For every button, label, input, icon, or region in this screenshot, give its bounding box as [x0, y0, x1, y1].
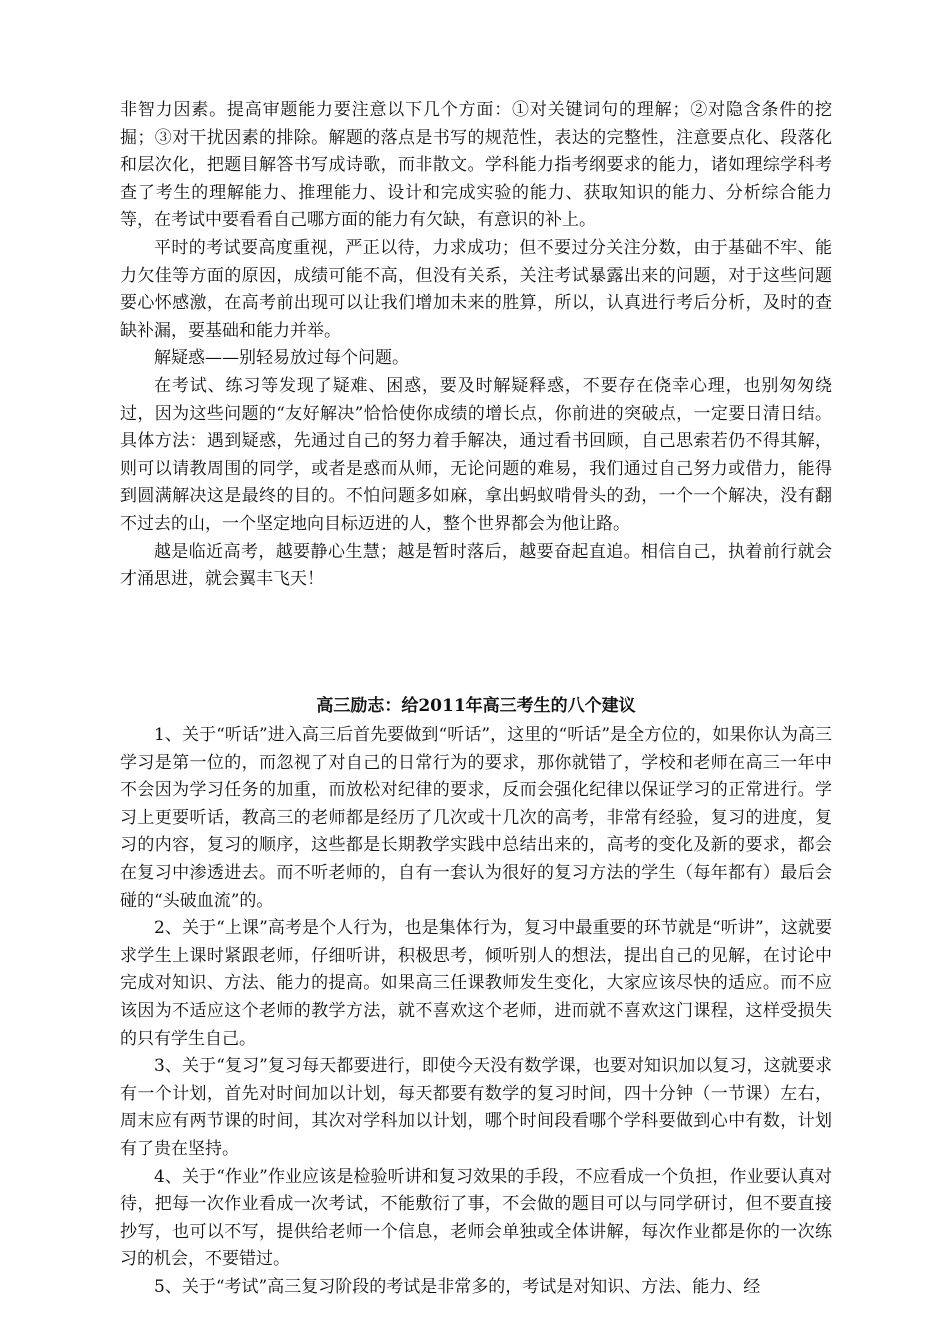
paragraph: 在考试、练习等发现了疑难、困惑，要及时解疑释惑，不要存在侥幸心理，也别匆匆绕过，因为这些问题的“友好解决”恰恰使你成绩的增长点，你前进的突破点，一定要日清日结。具体方法：遇到疑惑，先通过自己的努力着手解决，通过看书回顾，自己思索若仍不得其解，则可以请教周围的同学，或者是惑而从师，无论问题的难易，我们通过自己努力或借力，能得到圆满解决这是最终的目的。不怕问题多如麻，拿出蚂蚁啃骨头的劲，一个一个解决，没有翻不过去的山，一个坚定地向目标迈进的人，整个世界都会为他让路。: [120, 375, 832, 534]
paragraph: 越是临近高考，越要静心生慧；越是暂时落后，越要奋起直追。相信自己，执着前行就会才涌思进，就会翼丰飞天！: [120, 541, 832, 590]
section-1-body: [120, 97, 832, 594]
suggestion-paragraph: 2、关于“上课”高考是个人行为，也是集体行为，复习中最重要的环节就是“听讲”，这就要求学生上课时紧跟老师，仔细听讲，积极思考，倾听别人的想法，提出自己的见解，在讨论中完成对知识、方法、能力的提高。如果高三任课教师发生变化，大家应该尽快的适应。而不应该因为不适应这个老师的教学方法，就不喜欢这个老师，进而就不喜欢这门课程，这样受损失的只有学生自己。: [120, 918, 832, 1049]
suggestion-paragraph: 5、关于“考试”高三复习阶段的考试是非常多的，考试是对知识、方法、能力、经: [154, 1276, 761, 1297]
paragraph-continued: 非智力因素。提高审题能力要注意以下几个方面：①对关键词句的理解；②对隐含条件的挖掘；③对干扰因素的排除。解题的落点是书写的规范性，表达的完整性，注意要点化、段落化和层次化，把题目解答书写成诗歌，而非散文。学科能力指考纲要求的能力，诸如理综学科考查了考生的理解能力、推理能力、设计和完成实验的能力、获取知识的能力、分析综合能力等，在考试中要看看自己哪方面的能力有欠缺，有意识的补上。: [120, 100, 832, 231]
paragraph: 平时的考试要高度重视，严正以待，力求成功；但不要过分关注分数，由于基础不牢、能力欠佳等方面的原因，成绩可能不高，但没有关系，关注考试暴露出来的问题，对于这些问题要心怀感激，在高考前出现可以让我们增加未来的胜算，所以，认真进行考后分析，及时的查缺补漏，要基础和能力并举。: [120, 237, 832, 341]
paragraph-heading: 解疑惑——别轻易放过每个问题。: [154, 348, 409, 369]
suggestion-paragraph: 1、关于“听话”进入高三后首先要做到“听话”，这里的“听话”是全方位的，如果你认为高三学习是第一位的，而忽视了对自己的日常行为的要求，那你就错了，学校和老师在高三一年中不会因为学习任务的加重，而放松对纪律的要求，反而会强化纪律以保证学习的正常进行。学习上更要听话，教高三的老师都是经历了几次或十几次的高考，非常有经验，复习的进度，复习的内容，复习的顺序，这些都是长期教学实践中总结出来的，高考的变化及新的要求，都会在复习中渗透进去。而不听老师的，自有一套认为很好的复习方法的学生（每年都有）最后会碰的“头破血流”的。: [120, 725, 832, 911]
suggestion-paragraph: 3、关于“复习”复习每天都要进行，即使今天没有数学课，也要对知识加以复习，这就要求有一个计划，首先对时间加以计划，每天都要有数学的复习时间，四十分钟（一节课）左右，周末应有两节课的时间，其次对学科加以计划，哪个时间段看哪个学科要做到心中有数，计划有了贵在坚持。: [120, 1056, 832, 1159]
article-title: 高三励志：给2011年高三考生的八个建议: [316, 696, 636, 716]
suggestion-paragraph: 4、关于“作业”作业应该是检验听讲和复习效果的手段，不应看成一个负担，作业要认真对待，把每一次作业看成一次考试，不能敷衍了事，不会做的题目可以与同学研讨，但不要直接抄写，也可以不写，提供给老师一个信息，老师会单独或全体讲解，每次作业都是你的一次练习的机会，不要错过。: [120, 1166, 832, 1270]
section-2-body: [120, 722, 832, 1301]
